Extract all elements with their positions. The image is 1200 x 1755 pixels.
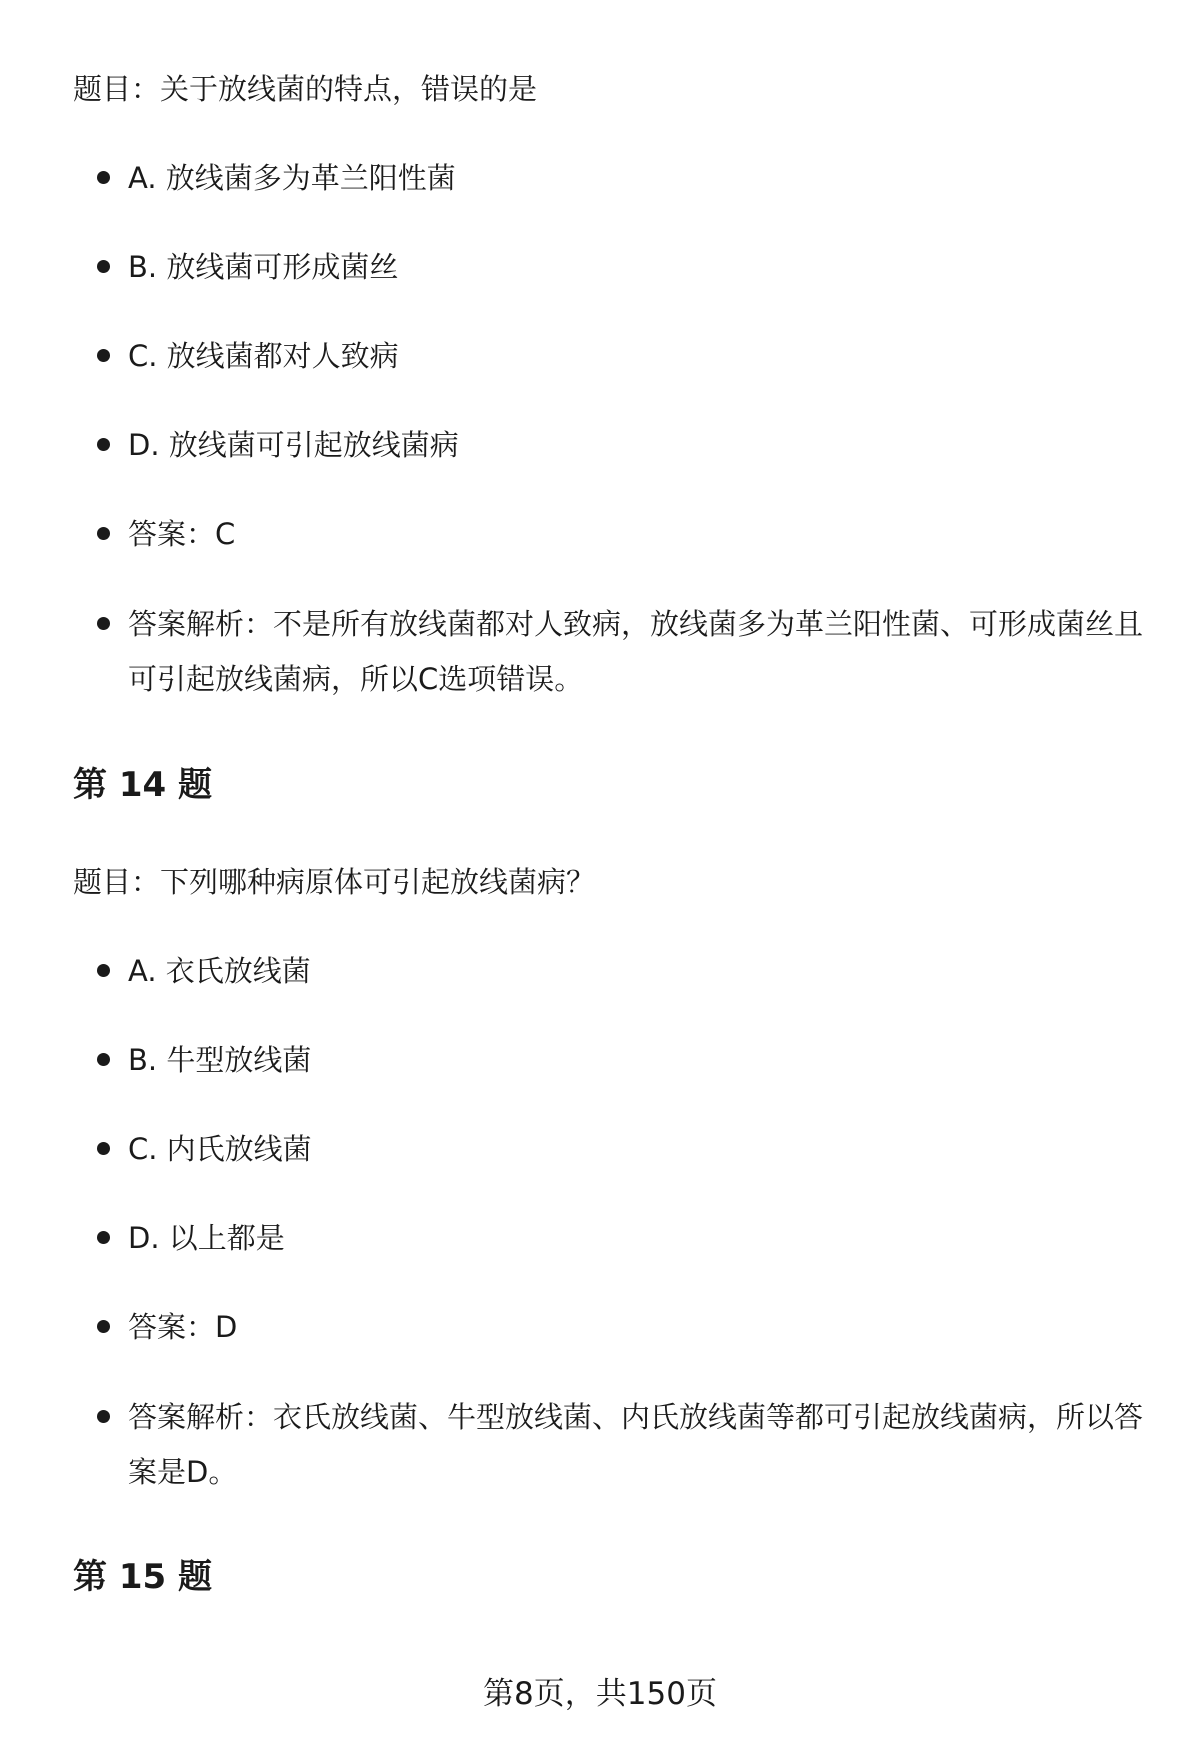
page-number-footer: 第8页，共150页: [483, 1676, 717, 1712]
q13-option-b-text: B. 放线菌可形成菌丝: [128, 250, 399, 284]
q14-answer: [97, 1300, 1147, 1355]
bullet-dot: [97, 438, 110, 451]
q14-heading: 第 14 题: [73, 765, 212, 805]
bullet-dot: [97, 527, 110, 540]
bullet-dot: [97, 260, 110, 273]
bullet-dot: [97, 1142, 110, 1155]
q14-option-a-text: A. 衣氏放线菌: [128, 954, 311, 988]
q15-heading: 第 15 题: [73, 1557, 212, 1597]
q14-option-d: [97, 1211, 1147, 1266]
bullet-dot: [97, 1053, 110, 1066]
q14-option-c-text: C. 内氏放线菌: [128, 1132, 312, 1166]
q13-answer-text: 答案：C: [128, 517, 236, 551]
q13-explanation: [97, 597, 1147, 707]
q13-option-c: [97, 329, 1147, 384]
bullet-dot: [97, 1410, 110, 1423]
q13-answer: [97, 507, 1147, 562]
q14-explanation-text: 答案解析：衣氏放线菌、牛型放线菌、内氏放线菌等都可引起放线菌病，所以答案是D。: [128, 1400, 1144, 1489]
q14-option-a: [97, 944, 1147, 999]
q13-option-d: [97, 418, 1147, 473]
q13-stem: 题目：关于放线菌的特点，错误的是: [73, 72, 538, 106]
q13-option-a-text: A. 放线菌多为革兰阳性菌: [128, 161, 456, 195]
bullet-dot: [97, 1320, 110, 1333]
q14-option-d-text: D. 以上都是: [128, 1221, 285, 1255]
q14-answer-text: 答案：D: [128, 1310, 238, 1344]
q13-option-b: [97, 240, 1147, 295]
q14-explanation: [97, 1390, 1147, 1500]
q14-option-b-text: B. 牛型放线菌: [128, 1043, 312, 1077]
q14-stem: 题目：下列哪种病原体可引起放线菌病？: [73, 865, 596, 899]
bullet-dot: [97, 617, 110, 630]
bullet-dot: [97, 349, 110, 362]
q13-option-c-text: C. 放线菌都对人致病: [128, 339, 399, 373]
q13-option-a: [97, 151, 1147, 206]
q13-explanation-text: 答案解析：不是所有放线菌都对人致病，放线菌多为革兰阳性菌、可形成菌丝且可引起放线菌病，所以C选项错误。: [128, 607, 1144, 696]
bullet-dot: [97, 1231, 110, 1244]
bullet-dot: [97, 964, 110, 977]
q13-option-d-text: D. 放线菌可引起放线菌病: [128, 428, 459, 462]
q14-option-c: [97, 1122, 1147, 1177]
q14-option-b: [97, 1033, 1147, 1088]
bullet-dot: [97, 171, 110, 184]
